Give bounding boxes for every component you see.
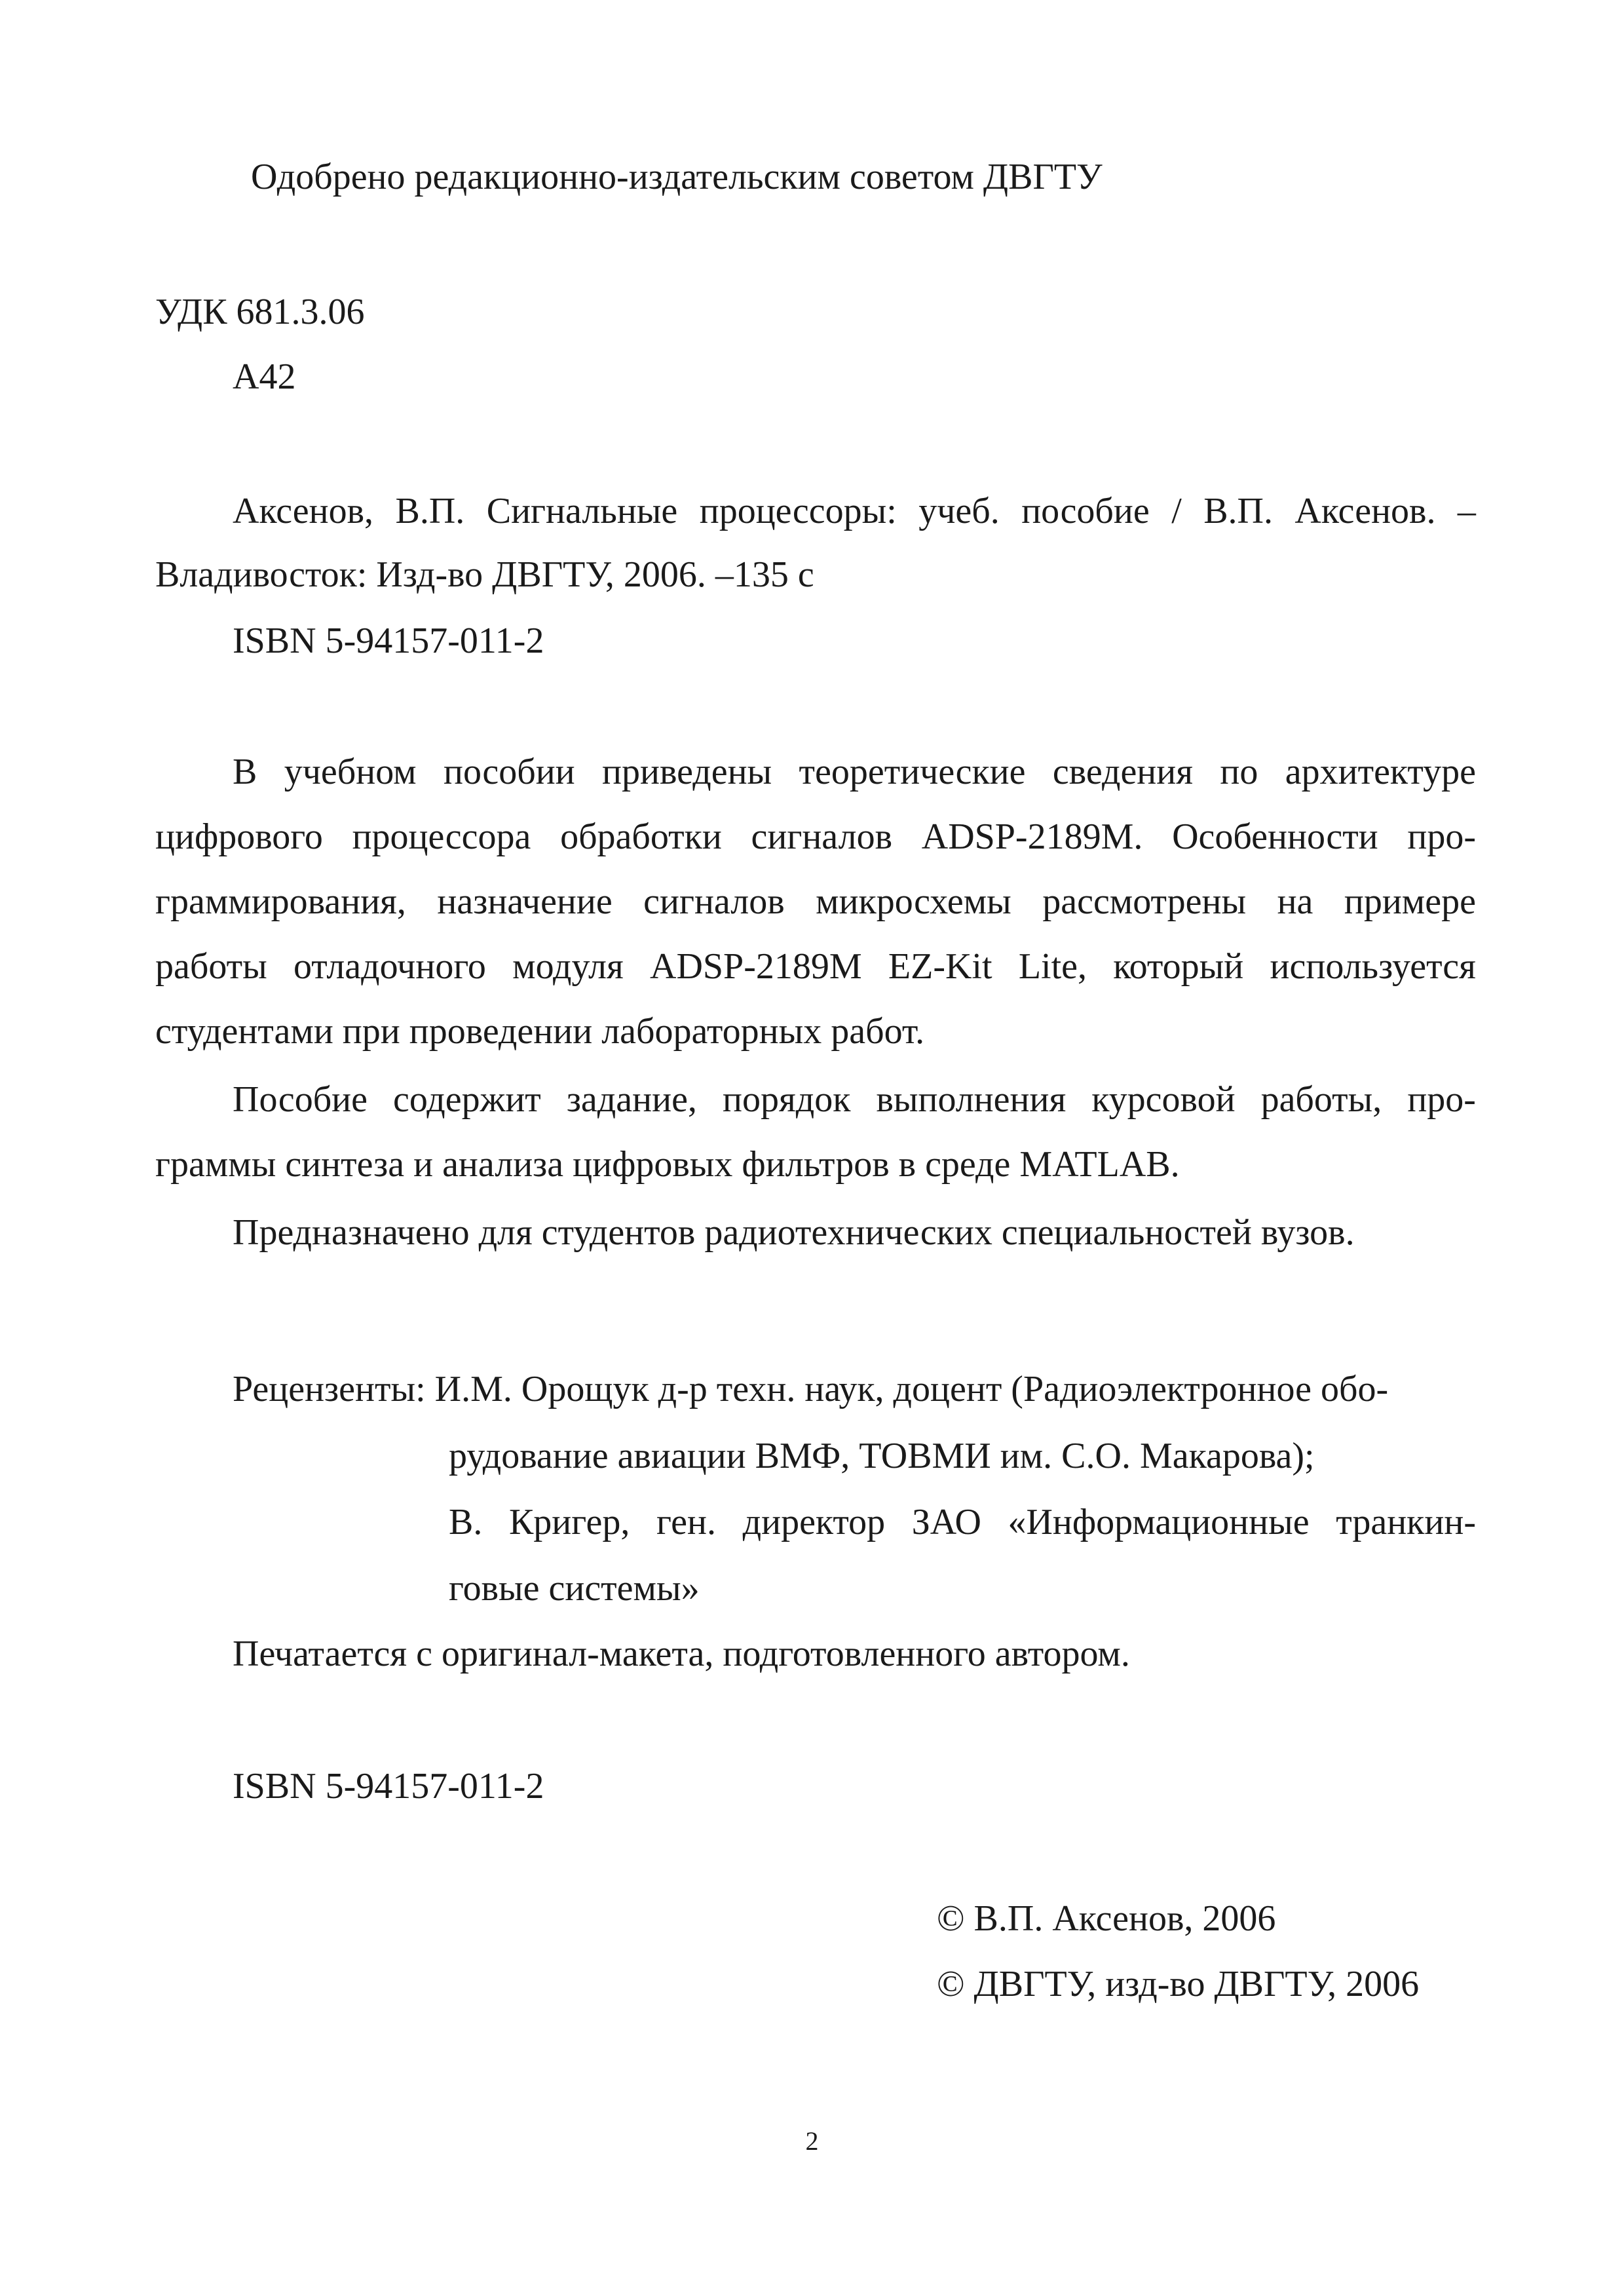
bibliography-isbn: ISBN 5-94157-011-2: [233, 621, 544, 661]
reviewer-1-line-2: рудование авиации ВМФ, ТОВМИ им. С.О. Макарова);: [449, 1436, 1315, 1476]
abstract-p1-line-1: [233, 754, 1476, 790]
word: В.П.: [395, 491, 465, 531]
word: работы,: [1260, 1079, 1382, 1120]
word: Кригер,: [508, 1502, 630, 1542]
word: ADSP-2189M.: [921, 816, 1143, 857]
word: пособии: [444, 752, 575, 792]
word: выполнения: [876, 1079, 1067, 1120]
word: граммирования,: [155, 881, 406, 922]
word: /: [1171, 491, 1182, 531]
word: примере: [1344, 881, 1476, 922]
word: про-: [1407, 1079, 1476, 1120]
reviewer-2-line-1: [449, 1504, 1476, 1540]
word: назначение: [437, 881, 613, 922]
word: Пособие: [233, 1079, 368, 1120]
word: цифрового: [155, 816, 323, 857]
isbn-bottom: ISBN 5-94157-011-2: [233, 1766, 544, 1807]
word: Аксенов,: [233, 491, 374, 531]
word: обработки: [560, 816, 722, 857]
word: используется: [1270, 946, 1476, 987]
abstract-p1-line-5: студентами при проведении лабораторных работ.: [155, 1011, 925, 1052]
abstract-p1-line-3: [155, 883, 1476, 920]
word: Аксенов.: [1294, 491, 1436, 531]
word: ЗАО: [911, 1502, 981, 1542]
word: учебном: [284, 752, 417, 792]
copyright-publisher: © ДВГТУ, изд-во ДВГТУ, 2006: [937, 1964, 1420, 2004]
word: модуля: [512, 946, 624, 987]
word: сигналов: [751, 816, 893, 857]
abstract-p1-line-2: [155, 818, 1476, 855]
abstract-p3: Предназначено для студентов радиотехнических специальностей вузов.: [233, 1212, 1355, 1253]
word: Lite,: [1018, 946, 1087, 987]
word: директор: [742, 1502, 886, 1542]
word: курсовой: [1091, 1079, 1236, 1120]
word: процессоры:: [699, 491, 897, 531]
word: –: [1457, 491, 1476, 531]
word: Сигнальные: [486, 491, 678, 531]
approval-line: Одобрено редакционно-издательским советом ДВГТУ: [251, 157, 1103, 197]
word: теоретические: [799, 752, 1026, 792]
word: задание,: [566, 1079, 697, 1120]
print-note: Печатается с оригинал-макета, подготовленного автором.: [233, 1634, 1130, 1674]
word: Особенности: [1172, 816, 1378, 857]
word: архитектуре: [1285, 752, 1476, 792]
word: транкин-: [1336, 1502, 1476, 1542]
bibliography-line-1: [233, 493, 1476, 529]
reviewer-2-line-2: говые системы»: [449, 1568, 700, 1609]
word: на: [1277, 881, 1313, 922]
author-code: А42: [233, 356, 296, 397]
word: который: [1113, 946, 1244, 987]
copyright-author: © В.П. Аксенов, 2006: [937, 1898, 1276, 1939]
word: сигналов: [643, 881, 785, 922]
word: содержит: [393, 1079, 541, 1120]
udk-code: УДК 681.3.06: [155, 292, 365, 332]
word: В: [233, 752, 257, 792]
word: учеб.: [918, 491, 1000, 531]
page-number: 2: [805, 2126, 819, 2156]
word: «Информационные: [1008, 1502, 1310, 1542]
abstract-p1-line-4: [155, 948, 1476, 985]
word: пособие: [1021, 491, 1150, 531]
bibliography-line-2: Владивосток: Изд-во ДВГТУ, 2006. –135 с: [155, 554, 814, 595]
word: про-: [1407, 816, 1476, 857]
word: сведения: [1052, 752, 1194, 792]
word: В.П.: [1203, 491, 1273, 531]
word: работы: [155, 946, 267, 987]
word: приведены: [602, 752, 772, 792]
word: по: [1220, 752, 1258, 792]
word: рассмотрены: [1042, 881, 1247, 922]
word: микросхемы: [816, 881, 1011, 922]
abstract-p2-line-2: граммы синтеза и анализа цифровых фильтров в среде MATLAB.: [155, 1144, 1180, 1185]
word: порядок: [722, 1079, 851, 1120]
word: В.: [449, 1502, 483, 1542]
reviewer-1-line-1: Рецензенты: И.М. Орощук д-р техн. наук, доцент (Радиоэлектронное обо-: [233, 1369, 1389, 1409]
word: ген.: [656, 1502, 717, 1542]
abstract-p2-line-1: [233, 1081, 1476, 1118]
word: EZ-Kit: [888, 946, 992, 987]
word: процессора: [352, 816, 531, 857]
word: ADSP-2189M: [650, 946, 862, 987]
word: отладочного: [293, 946, 486, 987]
